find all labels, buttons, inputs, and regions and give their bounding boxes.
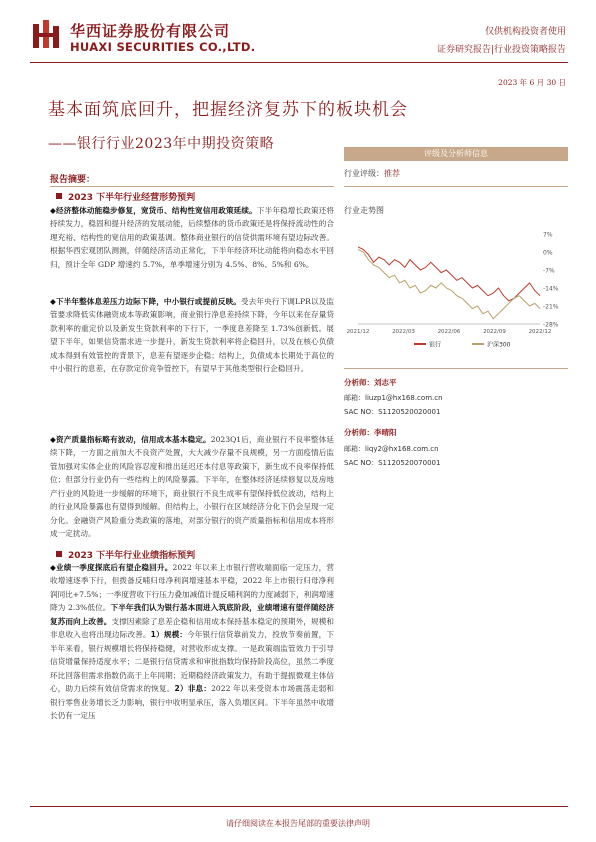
- analyst-1: 分析师：刘志平: [344, 378, 397, 387]
- trend-label: 行业走势图: [344, 206, 384, 215]
- x-tick-label: 2022/06: [437, 329, 461, 335]
- report-title: 基本面筑底回升，把握经济复苏下的板块机会: [48, 100, 408, 120]
- y-tick-label: 7%: [543, 231, 553, 239]
- y-tick-label: -14%: [543, 285, 559, 293]
- legal-notice[interactable]: 请仔细阅读在本报告尾部的重要法律声明: [226, 819, 370, 828]
- y-tick-label: -7%: [543, 267, 555, 275]
- chart-divider: [344, 368, 568, 369]
- report-type: 证券研究报告|行业投资策略报告: [436, 45, 566, 55]
- industry-trend-chart: [344, 228, 568, 354]
- industry-rating: 行业评级：推荐: [344, 169, 400, 178]
- analyst-2-sac: SAC NO：S1120520070001: [344, 459, 441, 467]
- legend-label: 银行: [429, 341, 442, 349]
- report-date: 2023 年 6 月 30 日: [498, 78, 566, 87]
- rating-box-header: 评级及分析师信息: [344, 147, 568, 161]
- summary-label: 报告摘要：: [50, 175, 96, 185]
- x-tick-label: 2022/09: [483, 329, 506, 335]
- paragraph-1: ◆经济整体动能稳步修复，宽货币、结构性宽信用政策延续。下半年稳增长政策还将持续发力，稳固和提升经济的发展动能，后续整体的货币政策还是将保持流动性的合理充裕、结构性的宽信用的政策基调。整体商业银行的信贷供需环境有望边际改善。根据华西宏观团队测测，伴随经济活动正常化，下半年经济环比动能将向稳态水平回归，预计全年 GDP 增速约 5.7%，单季增速分别为 4.5%、8%、5%和 6%。: [50, 206, 335, 269]
- paragraph-4: ◆业绩一季度探底后有望企稳回升。2022 年以来上市银行营收端面临一定压力，营收增速逐季下行，但拨备反哺归母净利润增速基本平稳，2022 年上市银行归母净利润同比+7.5%；一季度营收下行压力叠加减值计提反哺利润的力度减弱下，利润增速降为 2.3%低位。下半年我们认为银行基本面进入筑底阶段，业绩增速有望伴随经济复苏而向上改善。支撑因素除了息差企稳和信用成本保持基本稳定的预期外，规模和非息收入也将出现边际改善。1）规模：今年银行信贷靠前发力，投放节奏前置，下半年来看，银行规模增长将保持稳健，对营收形成支撑。一是政策端监管效力于引导信贷增量保持适度水平；二是银行信贷需求和审批指数均保持阶段高位，虽然二季度环比回落但需求指数仍高于上年同期；近期稳经济政策发力，有助于提振微观主体信心，助力后续有效信贷需求的恢复。2）非息：2022 年以来受资本市场震荡走弱和银行零售业务增长乏力影响，银行中收明显承压，落入负增区间。下半年虽然中收增长仍有一定压: [50, 563, 335, 720]
- rating-divider: [344, 186, 568, 187]
- section-head-1: 2023 下半年行业经营形势预判: [56, 190, 195, 203]
- analyst-2: 分析师：李晴阳: [344, 428, 397, 437]
- y-tick-label: 0%: [543, 249, 553, 257]
- audience-note: 仅供机构投资者使用: [484, 27, 566, 37]
- analyst-2-email[interactable]: 邮箱：liqy2@hx168.com.cn: [344, 445, 439, 453]
- company-name-cn: 华西证券股份有限公司: [70, 22, 231, 40]
- footer-divider: [30, 806, 568, 807]
- y-tick-label: -28%: [543, 321, 559, 329]
- paragraph-2: ◆下半年整体息差压力边际下降，中小银行或提前反映。受去年央行下调LPR以及监管要求降低实体融资成本等政策影响，商业银行净息差持续下降，今年以来在存量贷款利率的重定价以及新发生贷款利率的下行下，一季度息差降至 1.73%创新低。展望下半年，如果信贷需求进一步提升，新发生贷款利率将企稳回升，以及在核心负债成本得到有效管控的背景下，息差有望逐步企稳；结构上，负债成本长期处于高位的中小银行的息差，在存款定价竞争管控下，有望早于其他类型银行企稳回升。: [50, 297, 334, 374]
- huaxi-logo-icon: [30, 18, 64, 52]
- series-line-csi300: [358, 249, 540, 319]
- paragraph-3: ◆资产质量指标略有波动，信用成本基本稳定。2023Q1后，商业银行不良率整体延续下降，一方面之前加大不良资产处置，大大减少存量不良规模，另一方面疫情后监管加强对实体企业的风险容忍度和推出延迟还本付息等政策下，新生成不良率保持低位；但部分行业仍有一些结构上的风险暴露。下半年，在整体经济延续修复以及房地产行业的风险进一步缓解的环境下，商业银行不良生成率有望保持低位波动，结构上的行业风险暴露也有望得到缓解。但结构上，小银行在区域经济分化下仍会呈现一定分化。金融资产风险重分类政策的落地，对部分银行的资产质量指标和信用成本将形成一定扰动。: [50, 435, 334, 539]
- analyst-1-email[interactable]: 邮箱：liuzp1@hx168.com.cn: [344, 394, 443, 402]
- analyst-1-sac: SAC NO：S1120520020001: [344, 408, 441, 416]
- report-subtitle: ——银行行业2023年中期投资策略: [48, 136, 275, 152]
- x-tick-label: 2021/12: [346, 329, 370, 335]
- section-head-2: 2023 下半年行业业绩指标预判: [56, 548, 195, 561]
- y-tick-label: -21%: [543, 303, 559, 311]
- x-tick-label: 2022/03: [392, 329, 415, 335]
- legend-label: 沪深300: [487, 341, 511, 349]
- summary-divider: [50, 186, 334, 187]
- x-tick-label: 2022/12: [528, 329, 552, 335]
- header-divider: [30, 62, 568, 63]
- company-name-en: HUAXI SECURITIES CO.,LTD.: [70, 40, 256, 54]
